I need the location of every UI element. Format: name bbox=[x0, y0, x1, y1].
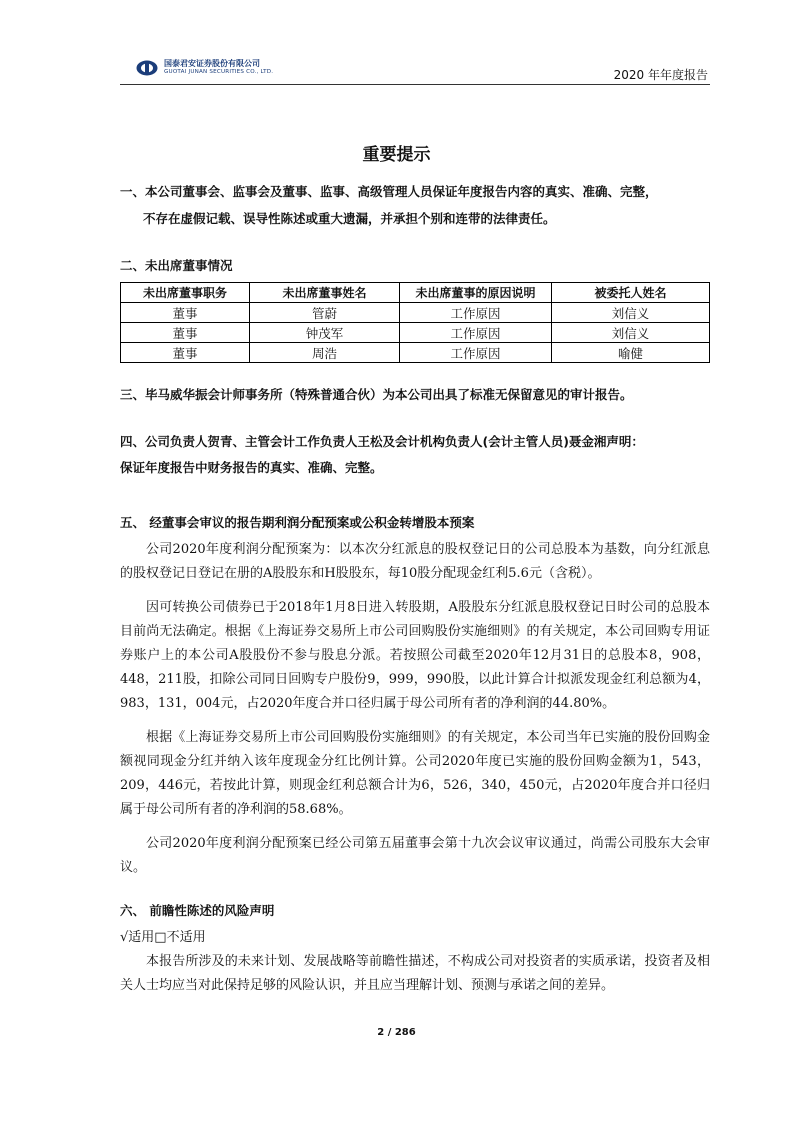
section6-heading: 六、 前瞻性陈述的风险声明 bbox=[120, 903, 275, 918]
section1-line2: 不存在虚假记载、误导性陈述或重大遗漏，并承担个别和连带的法律责任。 bbox=[143, 211, 556, 226]
section5-body bbox=[120, 538, 710, 880]
table-cell: 工作原因 bbox=[400, 343, 552, 363]
section5-paragraph: 公司2020年度利润分配预案已经公司第五届董事会第十九次会议审议通过，尚需公司股东大会审议。 bbox=[120, 836, 710, 875]
table-cell: 管蔚 bbox=[250, 303, 400, 323]
table-cell: 刘信义 bbox=[552, 323, 710, 343]
section5-paragraph: 因可转换公司债券已于2018年1月8日进入转股期，A股股东分红派息股权登记日时公司的总股本目前尚无法确定。根据《上海证券交易所上市公司回购股份实施细则》的有关规定，本公司回购专用证券账户上的本公司A股股份不参与股息分派。若按照公司截至2020年12月31日的总股本8，908，448，211股，扣除公司同日回购专户股份9，999，990股，以此计算合计拟派发现金红利总额为4，983，131，004元，占2020年度合并口径归属于母公司所有者的净利润的44.80%。 bbox=[120, 600, 711, 711]
page-number: 2 / 286 bbox=[377, 1027, 416, 1038]
table-header-cell: 被委托人姓名 bbox=[552, 283, 710, 303]
page-title: 重要提示 bbox=[362, 145, 431, 165]
section4-line2: 保证年度报告中财务报告的真实、准确、完整。 bbox=[120, 460, 383, 475]
absent-directors-table bbox=[120, 282, 710, 363]
section5-paragraph: 公司2020年度利润分配预案为：以本次分红派息的股权登记日的公司总股本为基数，向分红派息的股权登记日登记在册的A股股东和H股股东，每10股分配现金红利5.6元（含税）。 bbox=[120, 542, 710, 581]
table-cell: 钟茂军 bbox=[250, 323, 400, 343]
section3-text: 三、毕马威华振会计师事务所（特殊普通合伙）为本公司出具了标准无保留意见的审计报告。 bbox=[120, 387, 633, 402]
section6-body bbox=[120, 950, 710, 998]
company-name-cn: 国泰君安证券股份有限公司 bbox=[164, 59, 260, 68]
applicable-checkbox-line: √适用□不适用 bbox=[120, 930, 206, 945]
report-year: 2020 年年度报告 bbox=[613, 68, 708, 82]
section5-heading: 五、 经董事会审议的报告期利润分配预案或公积金转增股本预案 bbox=[120, 515, 475, 530]
section2-heading: 二、未出席董事情况 bbox=[120, 258, 233, 273]
company-logo bbox=[136, 58, 296, 80]
section5-paragraph: 根据《上海证券交易所上市公司回购股份实施细则》的有关规定，本公司当年已实施的股份回购金额视同现金分红并纳入该年度现金分红比例计算。公司2020年度已实施的股份回购金额为1，543，209，446元，若按此计算，则现金红利总额合计为6，526，340，450元，占2020年度合并口径归属于母公司所有者的净利润的58.68%。 bbox=[120, 730, 710, 817]
table-header-cell: 未出席董事职务 bbox=[121, 283, 250, 303]
table-cell: 董事 bbox=[121, 343, 250, 363]
table-cell: 董事 bbox=[121, 323, 250, 343]
table-cell: 董事 bbox=[121, 303, 250, 323]
table-cell: 刘信义 bbox=[552, 303, 710, 323]
table-cell: 工作原因 bbox=[400, 303, 552, 323]
page-header bbox=[120, 52, 710, 85]
table-row bbox=[121, 323, 710, 343]
table-cell: 喻健 bbox=[552, 343, 710, 363]
table-row bbox=[121, 303, 710, 323]
table-header-cell: 未出席董事姓名 bbox=[250, 283, 400, 303]
table-header-row bbox=[121, 283, 710, 303]
table-cell: 工作原因 bbox=[400, 323, 552, 343]
company-logo-icon bbox=[136, 60, 158, 76]
table-cell: 周浩 bbox=[250, 343, 400, 363]
section6-paragraph: 本报告所涉及的未来计划、发展战略等前瞻性描述，不构成公司对投资者的实质承诺，投资者及相关人士均应当对此保持足够的风险认识，并且应当理解计划、预测与承诺之间的差异。 bbox=[120, 954, 710, 993]
section1-line1: 一、本公司董事会、监事会及董事、监事、高级管理人员保证年度报告内容的真实、准确、完整， bbox=[120, 184, 658, 199]
section4-line1: 四、公司负责人贺青、主管会计工作负责人王松及会计机构负责人(会计主管人员)聂金湘声明： bbox=[120, 434, 644, 449]
table-header-cell: 未出席董事的原因说明 bbox=[400, 283, 552, 303]
company-name-en: GUOTAI JUNAN SECURITIES CO., LTD. bbox=[164, 69, 274, 75]
table-row bbox=[121, 343, 710, 363]
